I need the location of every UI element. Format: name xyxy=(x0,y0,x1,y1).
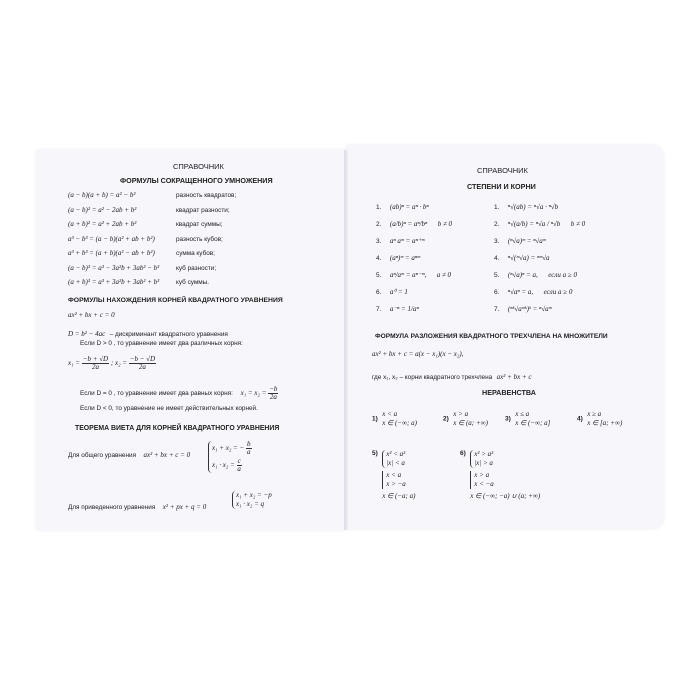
inequality-5-line2: |x| < a xyxy=(386,459,405,468)
vieta-general-eq: ax² + bx + c = 0 xyxy=(143,451,191,459)
section-title-vieta: ТЕОРЕМА ВИЕТА ДЛЯ КОРНЕЙ КВАДРАТНОГО УРАВНЕНИЯ xyxy=(75,425,280,432)
vieta-sum-num: b xyxy=(247,440,251,448)
vieta-sum xyxy=(212,441,252,456)
inequality-6-body xyxy=(470,450,540,500)
section-title-multiplication: ФОРМУЛЫ СОКРАЩЕННОГО УМНОЖЕНИЯ xyxy=(120,176,273,185)
power-rule xyxy=(376,213,452,231)
vieta-prod-num: c xyxy=(237,457,241,465)
brace xyxy=(208,441,252,473)
rule-number: 3. xyxy=(494,238,500,245)
section-title-powers: СТЕПЕНИ И КОРНИ xyxy=(467,182,536,191)
vieta-prod-label: x₁ · x₂ = xyxy=(212,461,235,470)
rule-number: 2. xyxy=(376,221,382,228)
x12-label: x₁ = x₂ = xyxy=(240,389,267,398)
inequality-number: 4) xyxy=(577,415,583,423)
inequality-number: 2) xyxy=(443,415,449,423)
section-title-factorization: ФОРМУЛА РАЗЛОЖЕНИЯ КВАДРАТНОГО ТРЕХЧЛЕНА НА МНОЖИТЕЛИ xyxy=(375,333,608,340)
vieta-reduced-prod: x₁ · x₂ = q xyxy=(236,500,265,509)
vieta-general-text: Для общего уравнения xyxy=(68,452,137,459)
rule-formula: (ⁿ√a)ᵐ = ⁿ√aᵐ xyxy=(507,237,546,245)
section-title-inequalities: НЕРАВЕНСТВА xyxy=(482,388,536,397)
inequality-line2: x ∈ [a; +∞) xyxy=(587,419,623,428)
rule-condition: если a ≥ 0 xyxy=(543,288,573,296)
inequality-line1: x ≥ a xyxy=(587,410,602,418)
left-header: СПРАВОЧНИК xyxy=(173,162,224,171)
rule-condition: b ≠ 0 xyxy=(437,220,453,228)
rule-formula: ⁿ√(a/b) = ⁿ√a / ⁿ√b xyxy=(507,220,561,228)
multiplication-description: квадрат разности; xyxy=(176,206,230,214)
x1-label: x₁ = xyxy=(68,359,81,368)
separator: ; xyxy=(110,359,114,368)
power-rule xyxy=(376,298,425,316)
factorization-formula: ax² + bx + c = a(x − x₁)(x − x₂), xyxy=(372,350,464,358)
inequality-2 xyxy=(443,410,488,428)
rule-number: 4. xyxy=(494,255,500,262)
x12-denominator: 2a xyxy=(269,393,277,401)
discriminant-line xyxy=(68,323,228,341)
vieta-reduced-system xyxy=(232,491,272,509)
section-title-quadratic-roots: ФОРМУЛЫ НАХОЖДЕНИЯ КОРНЕЙ КВАДРАТНОГО УРАВНЕНИЯ xyxy=(68,297,283,304)
vieta-general-system xyxy=(208,441,252,473)
inequality-6-b1: x > a xyxy=(474,471,490,480)
inequality-line2: x ∈ (−∞; a) xyxy=(382,419,417,428)
rule-number: 3. xyxy=(376,238,382,245)
inequality-line2: x ∈ (a; +∞) xyxy=(453,419,488,428)
rule-formula: a⁻ⁿ = 1/aⁿ xyxy=(389,305,419,313)
rule-formula: (a/b)ⁿ = aⁿ/bⁿ xyxy=(389,220,428,228)
bracket xyxy=(382,471,406,489)
rule-condition: a ≠ 0 xyxy=(436,271,452,279)
vieta-general xyxy=(68,444,190,462)
rule-number: 7. xyxy=(376,306,382,313)
inequality-line1: x < a xyxy=(382,410,398,418)
rule-formula: aⁿ/aᵐ = aⁿ⁻ᵐ, xyxy=(389,271,427,279)
multiplication-formula: (a + b)² = a² + 2ab + b² xyxy=(68,220,137,228)
inequality-6-number: 6) xyxy=(460,450,466,457)
multiplication-description: куб разности; xyxy=(176,264,217,272)
multiplication-formula: (a − b)² = a² − 2ab + b² xyxy=(68,205,137,214)
inequality-6-line1: x² > a² xyxy=(474,450,494,458)
inequality-3 xyxy=(505,410,550,428)
rule-formula: a⁰ = 1 xyxy=(389,288,408,296)
root-rule xyxy=(494,196,564,214)
rule-number: 1. xyxy=(494,204,500,211)
rule-formula: aⁿ aᵐ = aⁿ⁺ᵐ xyxy=(389,237,425,245)
rule-number: 2. xyxy=(494,221,500,228)
multiplication-description: разность кубов; xyxy=(176,235,223,243)
inequality-body xyxy=(515,410,550,428)
inequality-1 xyxy=(372,410,417,428)
x12-fraction xyxy=(268,386,278,401)
rule-number: 6. xyxy=(376,289,382,296)
power-rule xyxy=(376,247,426,265)
multiplication-formula: (a − b)(a + b) = a² − b² xyxy=(68,191,136,199)
vieta-sum-frac xyxy=(246,441,252,456)
inequality-line2: x ∈ (−∞; a] xyxy=(515,419,551,428)
brace xyxy=(382,450,405,468)
factorization-where xyxy=(372,366,532,384)
inequality-body xyxy=(587,410,622,428)
multiplication-formula: a³ + b³ = (a + b)(a² − ab + b²) xyxy=(68,249,155,257)
x2-numerator: −b − √D xyxy=(129,355,156,363)
inequality-4 xyxy=(577,410,622,428)
vieta-sum-label: x₁ + x₂ = − xyxy=(212,444,245,453)
root-rule xyxy=(494,230,552,248)
inequality-number: 1) xyxy=(372,415,378,423)
case-d-zero-line xyxy=(80,386,278,401)
rule-number: 7. xyxy=(494,306,500,313)
root-rule xyxy=(494,213,585,231)
inequality-6-result: x ∈ (−∞; −a) ∪ (a; +∞) xyxy=(470,491,541,500)
right-header: СПРАВОЧНИК xyxy=(477,166,528,175)
factorization-where-eq: ax² + bx + c xyxy=(496,373,532,381)
brace xyxy=(470,450,493,468)
inequality-body xyxy=(382,410,417,428)
inequality-5-result: x ∈ (−a; a) xyxy=(382,491,416,500)
rule-formula: (ab)ⁿ = aⁿ · bⁿ xyxy=(389,203,429,211)
multiplication-formula: (a − b)³ = a³ − 3a²b + 3ab² − b³ xyxy=(68,263,160,272)
root-rule xyxy=(494,264,577,282)
vieta-reduced-text: Для приведенного уравнения xyxy=(68,504,156,511)
x2-fraction xyxy=(129,356,156,371)
discriminant-formula: D = b² − 4ac xyxy=(68,330,106,338)
case-d-negative: Если D < 0, то уравнение не имеет действительных корней. xyxy=(80,405,258,412)
vieta-prod xyxy=(212,458,252,473)
power-rule xyxy=(376,230,430,248)
vieta-reduced xyxy=(68,496,206,514)
case-d-positive: Если D > 0 , то уравнение имеет два различных корня: xyxy=(80,340,243,347)
brace xyxy=(232,491,272,509)
vieta-reduced-sum: x₁ + x₂ = −p xyxy=(236,491,272,499)
discriminant-text: – дискриминант квадратного уравнения xyxy=(109,331,228,338)
vieta-reduced-eq: x² + px + q = 0 xyxy=(162,503,207,511)
inequality-5-b2: x > −a xyxy=(386,479,406,488)
inequality-6-b2: x < −a xyxy=(474,479,494,488)
rule-formula: ⁿ√(ab) = ⁿ√a · ⁿ√b xyxy=(507,203,559,211)
x1-numerator: −b + √D xyxy=(82,355,109,363)
inequality-5-body xyxy=(382,450,415,500)
case-d-zero: Если D = 0 , то уравнение имеет два равных корня: xyxy=(80,390,233,398)
rule-condition: если a ≥ 0 xyxy=(548,271,577,279)
multiplication-formula: a³ − b³ = (a − b)(a² + ab + b²) xyxy=(68,234,155,243)
root-rule xyxy=(494,247,556,265)
x12-numerator: −b xyxy=(269,385,278,393)
rule-formula: (aⁿ)ᵐ = aⁿᵐ xyxy=(389,254,421,262)
rule-number: 6. xyxy=(494,289,500,296)
factorization-where-text: где x₁, x₂ – корни квадратного трехчлена xyxy=(372,374,493,381)
root-rule xyxy=(494,281,572,299)
rule-number: 5. xyxy=(376,272,382,279)
x1-fraction xyxy=(82,356,109,371)
inequality-5 xyxy=(372,450,415,500)
x1-denominator: 2a xyxy=(91,363,99,371)
bracket xyxy=(470,471,494,489)
root-rule xyxy=(494,298,558,316)
inequality-5-number: 5) xyxy=(372,450,378,457)
rule-formula: (ⁿ√a)ⁿ = a, xyxy=(507,271,538,279)
rule-formula: (ⁿᵏ√aᵐᵏ)ᵏ = ⁿ√aᵐ xyxy=(507,305,552,313)
power-rule xyxy=(376,281,414,299)
inequality-6 xyxy=(460,450,540,500)
rule-formula: ⁿ√aⁿ = a, xyxy=(507,288,534,296)
multiplication-formula: (a + b)³ = a³ + 3a²b + 3ab² + b³ xyxy=(68,278,160,286)
power-rule xyxy=(376,264,451,282)
rule-number: 4. xyxy=(376,255,382,262)
multiplication-description: разность квадратов; xyxy=(176,192,237,199)
power-rule xyxy=(376,196,435,214)
multiplication-description: квадрат суммы; xyxy=(176,221,223,228)
rule-formula: ⁿ√(ᵐ√a) = ⁿᵐ√a xyxy=(507,254,550,262)
rule-condition: b ≠ 0 xyxy=(570,220,586,228)
quadratic-equation: ax² + bx + c = 0 xyxy=(68,311,115,319)
book-spine xyxy=(344,150,348,530)
multiplication-description: сумма кубов; xyxy=(176,250,215,257)
inequality-number: 3) xyxy=(505,415,511,423)
multiplication-description: куб суммы. xyxy=(176,279,210,286)
inequality-line1: x ≤ a xyxy=(515,410,530,418)
vieta-sum-den: a xyxy=(247,448,251,456)
vieta-prod-frac xyxy=(237,458,242,473)
x2-label: x₂ = xyxy=(114,359,127,368)
x2-denominator: 2a xyxy=(138,363,146,371)
inequality-5-line1: x² < a² xyxy=(386,450,406,458)
inequality-5-b1: x < a xyxy=(386,471,402,480)
rule-number: 5. xyxy=(494,272,500,279)
vieta-prod-den: a xyxy=(237,465,241,473)
inequality-line1: x > a xyxy=(453,410,469,418)
roots-formula xyxy=(68,356,156,371)
inequality-body xyxy=(453,410,488,428)
inequality-6-line2: |x| > a xyxy=(474,459,493,468)
rule-number: 1. xyxy=(376,204,382,211)
